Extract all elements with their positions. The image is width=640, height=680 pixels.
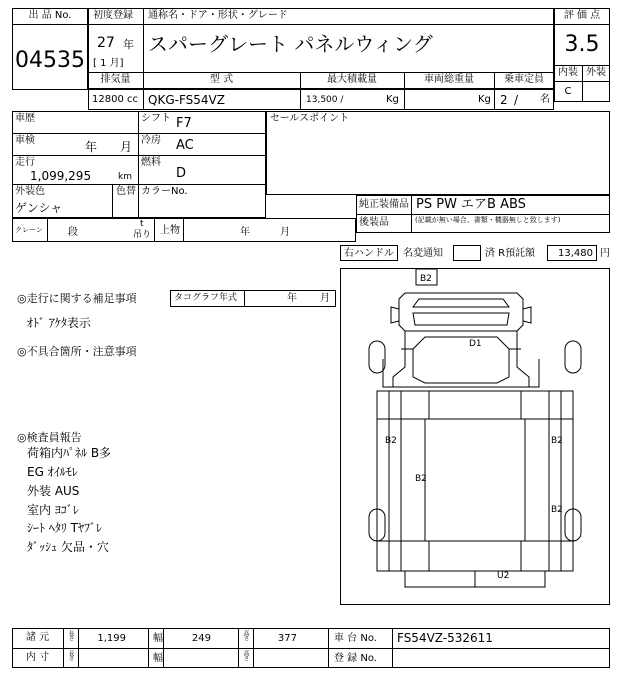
- chassis-label: 車 台 No.: [334, 633, 377, 644]
- year-unit: 年: [123, 38, 134, 51]
- height-label-2: 高さ: [242, 650, 249, 660]
- boarding-label: 上物: [160, 225, 180, 236]
- damage-mark: D1: [469, 339, 482, 349]
- mirror-left: [391, 307, 399, 323]
- inspector-line: 外装 AUS: [27, 484, 80, 498]
- width-label-2: 幅: [153, 653, 163, 664]
- color-code-label: カラーNo.: [141, 186, 188, 197]
- interior-grade: C: [564, 86, 572, 97]
- score-value: 3.5: [564, 32, 600, 57]
- crane-label: クレーン: [15, 226, 43, 234]
- contents-label: 内 寸: [25, 652, 50, 663]
- color-change-label: 色替: [116, 186, 136, 197]
- lot-no-label: 出 品 No.: [28, 10, 72, 21]
- cab-floor: [413, 337, 509, 383]
- damage-mark: U2: [497, 571, 510, 581]
- wheel-fr: [565, 341, 581, 373]
- crane-ton-top: t: [140, 219, 144, 229]
- dims-label: 諸 元: [25, 632, 50, 643]
- damage-mark: B2: [551, 505, 563, 515]
- tachograph-year-unit: 年: [287, 293, 297, 304]
- max-load-label: 最大積載量: [327, 74, 377, 85]
- mileage-value: 1,099,295: [30, 169, 92, 183]
- factory-equipment-value: PS PW エアB ABS: [416, 197, 526, 212]
- windshield: [413, 299, 509, 307]
- first-reg-month: [ 1 月]: [93, 58, 124, 69]
- displacement-unit: cc: [127, 94, 138, 105]
- factory-equipment-label: 純正装備品: [359, 199, 409, 210]
- inspection-month-unit: 月: [120, 140, 133, 154]
- damage-mark: B2: [385, 436, 397, 446]
- name-change-label: 名変通知: [403, 248, 443, 259]
- boarding-year-unit: 年: [240, 227, 250, 238]
- fuel-label: 燃料: [141, 157, 161, 168]
- inspector-line: ｼｰﾄ ﾍﾀﾘ Tﾔﾌﾞﾚ: [27, 521, 102, 535]
- displacement-value: 12800: [92, 94, 124, 105]
- model-value: QKG-FS54VZ: [148, 93, 225, 107]
- sales-point-label: セールスポイント: [270, 113, 350, 124]
- inspector-line: EG ｵｲﾙﾓﾚ: [27, 465, 78, 479]
- reg-label: 登 録 No.: [334, 653, 377, 664]
- recycle-unit: 円: [600, 248, 610, 259]
- fuel-value: D: [176, 166, 187, 181]
- color-label: 外装色: [15, 186, 45, 197]
- ac-label: 冷房: [141, 135, 161, 146]
- model-label: 型 式: [209, 74, 234, 85]
- shift-value: F7: [176, 116, 192, 131]
- cab-outline: [413, 313, 509, 325]
- defect-title: ◎不具合箇所・注意事項: [17, 345, 137, 358]
- mileage-label: 走行: [15, 157, 35, 168]
- inspection-label: 車検: [15, 135, 35, 146]
- interior-label: 内装: [558, 67, 578, 78]
- door-right: [529, 359, 539, 387]
- first-reg-year: 27: [97, 35, 115, 51]
- lot-number: 04535: [15, 48, 85, 73]
- length-label: 長さ: [67, 630, 74, 640]
- recycle-label: 済 R預託額: [485, 248, 536, 259]
- aftermarket-label: 後装品: [359, 217, 389, 228]
- gvw-unit: Kg: [478, 94, 491, 105]
- boarding-month-unit: 月: [280, 227, 290, 238]
- history-label: 車歴: [15, 113, 35, 124]
- name-change-box[interactable]: [453, 245, 481, 261]
- inspection-year-unit: 年: [85, 140, 98, 154]
- inspector-line: ﾀﾞｯｼｭ 欠品・穴: [27, 540, 109, 554]
- height-label: 高さ: [242, 630, 249, 640]
- capacity-value: 2: [500, 93, 508, 107]
- capacity-sep: /: [514, 93, 519, 107]
- truck-diagram: [341, 269, 609, 604]
- tachograph-label: タコグラフ年式: [174, 293, 238, 303]
- vehicle-name: スパーグレート パネルウィング: [148, 32, 433, 56]
- crane-stage-unit: 段: [68, 227, 78, 238]
- ac-value: AC: [176, 138, 194, 153]
- max-load-value: 13,500 /: [306, 95, 344, 105]
- exterior-label: 外装: [586, 67, 606, 78]
- displacement-label: 排気量: [100, 74, 131, 85]
- color-value: ゲンシャ: [15, 201, 63, 215]
- inspector-line: 荷箱内ﾊﾟﾈﾙ B多: [27, 446, 112, 460]
- tachograph-month-unit: 月: [320, 293, 330, 304]
- damage-mark: B2: [551, 436, 563, 446]
- first-reg-label: 初度登録: [93, 10, 133, 21]
- crane-ton-bottom: 吊り: [133, 230, 152, 240]
- length-label-2: 長さ: [67, 650, 74, 660]
- crane-box: [12, 218, 356, 242]
- inspector-title: ◎検査員報告: [17, 431, 82, 444]
- score-label: 評 価 点: [563, 10, 601, 21]
- recycle-value: 13,480: [558, 248, 593, 259]
- length-value: 1,199: [97, 633, 126, 644]
- damage-mark: B2: [420, 274, 432, 284]
- capacity-unit: 名: [540, 94, 550, 105]
- damage-diagram-frame: [340, 268, 610, 605]
- mileage-unit: km: [118, 172, 132, 182]
- shift-label: シフト: [141, 113, 171, 124]
- capacity-label: 乗車定員: [504, 74, 544, 85]
- driving-title: ◎走行に関する補足事項: [17, 292, 137, 305]
- width-value: 249: [191, 633, 211, 644]
- inspector-line: 室内 ﾖｺﾞﾚ: [27, 503, 79, 517]
- max-load-unit: Kg: [386, 94, 399, 105]
- width-label: 幅: [153, 633, 163, 644]
- mirror-right: [523, 307, 531, 323]
- chassis-value: FS54VZ-532611: [397, 631, 493, 645]
- aftermarket-note: (記載が無い場合、書類・機器無しと致します): [415, 216, 561, 224]
- driving-note: ｵﾄﾞ ｱｹﾀ表示: [27, 316, 91, 330]
- damage-mark: B2: [415, 474, 427, 484]
- gvw-label: 車両総重量: [424, 74, 474, 85]
- height-value: 377: [277, 633, 297, 644]
- handle-value: 右ハンドル: [344, 248, 394, 259]
- name-label: 通称名・ドア・形状・グレード: [148, 10, 288, 21]
